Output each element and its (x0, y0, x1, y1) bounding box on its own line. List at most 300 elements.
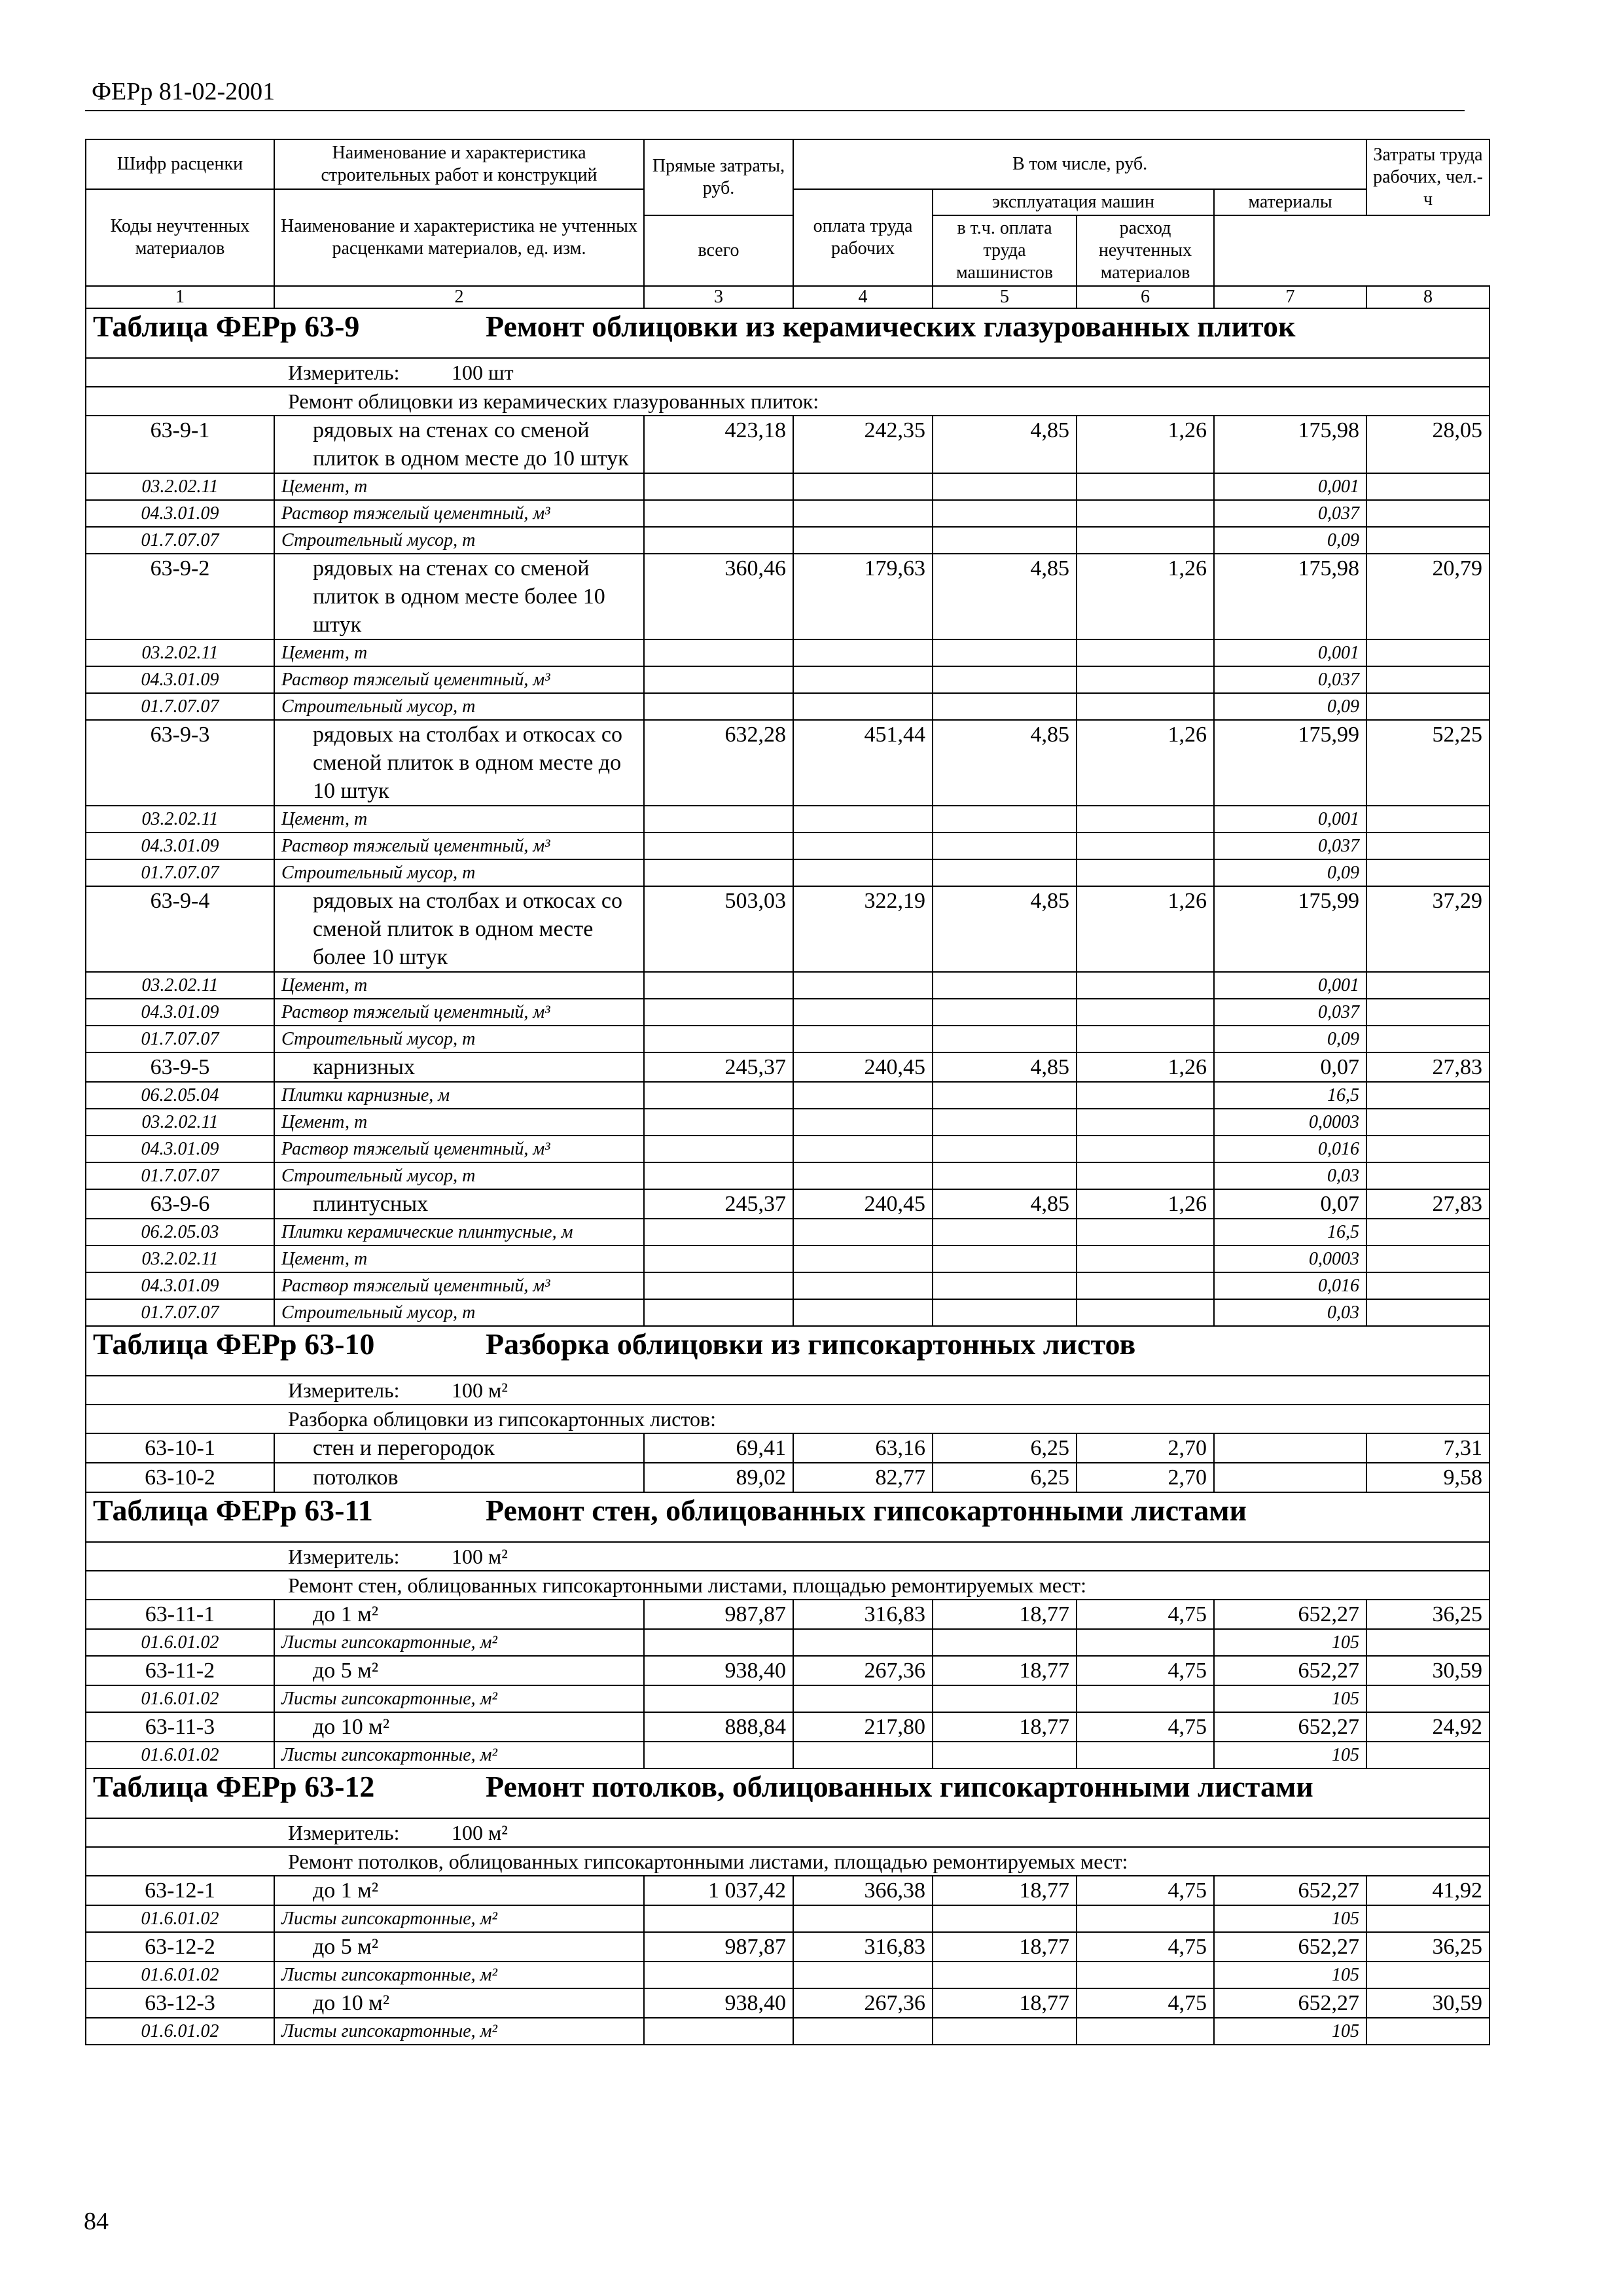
empty-cell (1366, 1082, 1489, 1109)
empty-cell (1077, 693, 1214, 720)
machines-total: 18,77 (933, 1656, 1077, 1685)
materials: 0,07 (1214, 1052, 1366, 1082)
machinists-wages: 1,26 (1077, 554, 1214, 639)
measure-row (86, 358, 1489, 387)
material-name: Раствор тяжелый цементный, м³ (274, 1272, 644, 1299)
empty-cell (933, 972, 1077, 999)
material-row (86, 859, 1489, 886)
table-title-row (86, 308, 1489, 358)
empty-cell (793, 1136, 933, 1162)
column-number: 3 (644, 286, 793, 308)
rates-body (86, 308, 1489, 2045)
empty-cell (933, 1082, 1077, 1109)
table-number: Таблица ФЕРр 63-9 (93, 310, 360, 343)
rate-row (86, 886, 1489, 972)
empty-cell (793, 1962, 933, 1988)
empty-cell (793, 1219, 933, 1246)
rate-code: 63-11-1 (86, 1600, 274, 1629)
empty-cell (933, 500, 1077, 527)
measure-value: 100 м² (452, 1378, 508, 1402)
column-number: 6 (1077, 286, 1214, 308)
material-code: 03.2.02.11 (86, 639, 274, 666)
empty-cell (933, 639, 1077, 666)
material-qty: 0,001 (1214, 806, 1366, 833)
empty-cell (1366, 1629, 1489, 1656)
empty-cell (793, 1742, 933, 1768)
empty-cell (793, 999, 933, 1026)
col-direct: Прямые затраты, руб. (644, 139, 793, 215)
rate-row (86, 1712, 1489, 1742)
machinists-wages: 4,75 (1077, 1988, 1214, 2018)
empty-cell (1077, 1109, 1214, 1136)
direct-costs: 987,87 (644, 1932, 793, 1962)
table-number: Таблица ФЕРр 63-11 (93, 1494, 373, 1527)
materials: 652,27 (1214, 1600, 1366, 1629)
measure-label: Измеритель: (288, 1545, 400, 1568)
material-name: Плитки керамические плинтусные, м (274, 1219, 644, 1246)
empty-cell (933, 693, 1077, 720)
empty-cell (644, 1272, 793, 1299)
measure-row (86, 1376, 1489, 1405)
material-code: 01.6.01.02 (86, 1742, 274, 1768)
material-code: 01.6.01.02 (86, 1629, 274, 1656)
measure-value: 100 м² (452, 1545, 508, 1568)
table-title-cell (86, 1768, 1489, 1818)
material-name: Строительный мусор, т (274, 527, 644, 554)
material-name: Раствор тяжелый цементный, м³ (274, 833, 644, 859)
material-qty: 0,001 (1214, 473, 1366, 500)
material-name: Раствор тяжелый цементный, м³ (274, 500, 644, 527)
materials: 652,27 (1214, 1656, 1366, 1685)
empty-cell (793, 833, 933, 859)
table-title-cell (86, 1326, 1489, 1376)
material-name: Строительный мусор, т (274, 693, 644, 720)
material-qty: 0,001 (1214, 639, 1366, 666)
labor-costs: 24,92 (1366, 1712, 1489, 1742)
material-name: Цемент, т (274, 639, 644, 666)
material-name: Листы гипсокартонные, м² (274, 1905, 644, 1932)
intro-row (86, 1405, 1489, 1433)
col-name-bottom: Наименование и характеристика не учтенных расценками материалов, ед. изм. (274, 189, 644, 286)
materials: 652,27 (1214, 1876, 1366, 1905)
intro-cell (86, 1571, 1489, 1600)
material-row (86, 500, 1489, 527)
material-qty: 0,001 (1214, 972, 1366, 999)
wages: 366,38 (793, 1876, 933, 1905)
wages: 242,35 (793, 416, 933, 473)
empty-cell (1077, 666, 1214, 693)
material-row (86, 2018, 1489, 2045)
materials: 175,98 (1214, 554, 1366, 639)
empty-cell (933, 833, 1077, 859)
material-qty: 105 (1214, 1685, 1366, 1712)
machines-total: 4,85 (933, 886, 1077, 972)
measure-row (86, 1542, 1489, 1571)
machinists-wages: 2,70 (1077, 1433, 1214, 1463)
rate-code: 63-9-2 (86, 554, 274, 639)
empty-cell (644, 972, 793, 999)
col-shifr: Шифр расценки (86, 139, 274, 189)
measure-cell (86, 1818, 1489, 1847)
intro-row (86, 1571, 1489, 1600)
materials: 652,27 (1214, 1712, 1366, 1742)
material-row (86, 1026, 1489, 1052)
material-row (86, 1219, 1489, 1246)
empty-cell (793, 693, 933, 720)
page-number: 84 (84, 2208, 109, 2235)
rate-code: 63-9-6 (86, 1189, 274, 1219)
material-name: Листы гипсокартонные, м² (274, 2018, 644, 2045)
wages: 63,16 (793, 1433, 933, 1463)
empty-cell (933, 806, 1077, 833)
table-title-row (86, 1768, 1489, 1818)
empty-cell (1366, 1109, 1489, 1136)
material-code: 03.2.02.11 (86, 972, 274, 999)
column-number: 5 (933, 286, 1077, 308)
table-number: Таблица ФЕРр 63-12 (93, 1770, 375, 1803)
labor-costs: 37,29 (1366, 886, 1489, 972)
rate-row (86, 1463, 1489, 1492)
column-number: 1 (86, 286, 274, 308)
materials (1214, 1433, 1366, 1463)
measure-value: 100 шт (452, 361, 514, 384)
machines-total: 18,77 (933, 1932, 1077, 1962)
rate-code: 63-11-3 (86, 1712, 274, 1742)
rate-row (86, 416, 1489, 473)
intro-text: Ремонт стен, облицованных гипсокартонными листами, площадью ремонтируемых мест: (288, 1573, 1086, 1597)
rate-name: до 10 м² (274, 1712, 644, 1742)
material-code: 03.2.02.11 (86, 806, 274, 833)
labor-costs: 27,83 (1366, 1189, 1489, 1219)
material-qty: 0,09 (1214, 527, 1366, 554)
rate-name: до 1 м² (274, 1600, 644, 1629)
empty-cell (1366, 666, 1489, 693)
col-name-top: Наименование и характеристика строительных работ и конструкций (274, 139, 644, 189)
empty-cell (793, 2018, 933, 2045)
empty-cell (644, 693, 793, 720)
material-qty: 0,037 (1214, 999, 1366, 1026)
material-code: 01.7.07.07 (86, 1162, 274, 1189)
empty-cell (644, 2018, 793, 2045)
measure-label: Измеритель: (288, 1821, 400, 1844)
empty-cell (793, 1109, 933, 1136)
empty-cell (1366, 693, 1489, 720)
wages: 322,19 (793, 886, 933, 972)
empty-cell (1077, 1685, 1214, 1712)
empty-cell (793, 500, 933, 527)
rate-name: стен и перегородок (274, 1433, 644, 1463)
measure-label: Измеритель: (288, 361, 400, 384)
rate-code: 63-10-1 (86, 1433, 274, 1463)
direct-costs: 245,37 (644, 1189, 793, 1219)
empty-cell (644, 806, 793, 833)
empty-cell (1366, 999, 1489, 1026)
direct-costs: 888,84 (644, 1712, 793, 1742)
material-qty: 105 (1214, 1629, 1366, 1656)
empty-cell (1077, 1962, 1214, 1988)
intro-text: Разборка облицовки из гипсокартонных листов: (288, 1407, 717, 1431)
machinists-wages: 4,75 (1077, 1932, 1214, 1962)
material-code: 01.6.01.02 (86, 1685, 274, 1712)
empty-cell (933, 1742, 1077, 1768)
machines-total: 4,85 (933, 416, 1077, 473)
rate-code: 63-12-2 (86, 1932, 274, 1962)
empty-cell (793, 1905, 933, 1932)
empty-cell (933, 666, 1077, 693)
col-materials: материалы (1214, 189, 1366, 215)
material-row (86, 1685, 1489, 1712)
rate-name: до 5 м² (274, 1932, 644, 1962)
material-name: Листы гипсокартонные, м² (274, 1742, 644, 1768)
machines-total: 4,85 (933, 720, 1077, 806)
measure-cell (86, 1542, 1489, 1571)
material-qty: 0,037 (1214, 833, 1366, 859)
column-number: 4 (793, 286, 933, 308)
machinists-wages: 1,26 (1077, 720, 1214, 806)
material-name: Строительный мусор, т (274, 1026, 644, 1052)
empty-cell (933, 473, 1077, 500)
material-row (86, 1962, 1489, 1988)
empty-cell (644, 1299, 793, 1326)
empty-cell (1366, 1162, 1489, 1189)
material-qty: 0,0003 (1214, 1109, 1366, 1136)
labor-costs: 9,58 (1366, 1463, 1489, 1492)
material-name: Цемент, т (274, 1109, 644, 1136)
labor-costs: 27,83 (1366, 1052, 1489, 1082)
material-code: 04.3.01.09 (86, 1136, 274, 1162)
empty-cell (933, 1219, 1077, 1246)
direct-costs: 69,41 (644, 1433, 793, 1463)
rate-code: 63-12-1 (86, 1876, 274, 1905)
wages: 179,63 (793, 554, 933, 639)
empty-cell (1366, 859, 1489, 886)
empty-cell (1077, 1629, 1214, 1656)
table-title: Разборка облицовки из гипсокартонных листов (486, 1327, 1136, 1361)
empty-cell (644, 1136, 793, 1162)
material-code: 01.6.01.02 (86, 1962, 274, 1988)
material-qty: 16,5 (1214, 1219, 1366, 1246)
material-row (86, 527, 1489, 554)
empty-cell (793, 1026, 933, 1052)
empty-cell (1077, 999, 1214, 1026)
empty-cell (793, 527, 933, 554)
machinists-wages: 1,26 (1077, 1189, 1214, 1219)
empty-cell (1077, 1219, 1214, 1246)
material-row (86, 1162, 1489, 1189)
material-row (86, 1629, 1489, 1656)
wages: 240,45 (793, 1052, 933, 1082)
material-code: 06.2.05.03 (86, 1219, 274, 1246)
column-number: 7 (1214, 286, 1366, 308)
empty-cell (1366, 806, 1489, 833)
empty-cell (1366, 972, 1489, 999)
empty-cell (1366, 1136, 1489, 1162)
empty-cell (644, 1246, 793, 1272)
rate-row (86, 1876, 1489, 1905)
empty-cell (644, 639, 793, 666)
material-code: 03.2.02.11 (86, 473, 274, 500)
material-code: 06.2.05.04 (86, 1082, 274, 1109)
labor-costs: 30,59 (1366, 1988, 1489, 2018)
empty-cell (1366, 1742, 1489, 1768)
empty-cell (793, 666, 933, 693)
material-name: Цемент, т (274, 473, 644, 500)
material-qty: 0,09 (1214, 859, 1366, 886)
rate-name: до 1 м² (274, 1876, 644, 1905)
empty-cell (1077, 500, 1214, 527)
material-row (86, 1109, 1489, 1136)
material-row (86, 1299, 1489, 1326)
material-row (86, 666, 1489, 693)
rate-name: рядовых на столбах и откосах со сменой плиток в одном месте более 10 штук (274, 886, 644, 972)
rate-code: 63-9-3 (86, 720, 274, 806)
material-name: Цемент, т (274, 1246, 644, 1272)
empty-cell (1077, 2018, 1214, 2045)
empty-cell (644, 1629, 793, 1656)
labor-costs: 20,79 (1366, 554, 1489, 639)
empty-cell (933, 1629, 1077, 1656)
wages: 267,36 (793, 1988, 933, 2018)
labor-costs: 41,92 (1366, 1876, 1489, 1905)
intro-text: Ремонт потолков, облицованных гипсокартонными листами, площадью ремонтируемых мест: (288, 1850, 1128, 1873)
material-qty: 105 (1214, 2018, 1366, 2045)
empty-cell (644, 1026, 793, 1052)
material-code: 01.7.07.07 (86, 693, 274, 720)
empty-cell (644, 527, 793, 554)
empty-cell (793, 473, 933, 500)
table-title-cell (86, 1492, 1489, 1542)
material-row (86, 1246, 1489, 1272)
labor-costs: 36,25 (1366, 1932, 1489, 1962)
machines-total: 4,85 (933, 1189, 1077, 1219)
material-name: Листы гипсокартонные, м² (274, 1629, 644, 1656)
empty-cell (1366, 2018, 1489, 2045)
empty-cell (793, 972, 933, 999)
empty-cell (793, 1629, 933, 1656)
material-code: 04.3.01.09 (86, 999, 274, 1026)
wages: 217,80 (793, 1712, 933, 1742)
labor-costs: 52,25 (1366, 720, 1489, 806)
document-code: ФЕРр 81-02-2001 (92, 78, 276, 105)
col-codes: Коды неучтенных материалов (86, 189, 274, 286)
empty-cell (933, 1026, 1077, 1052)
labor-costs: 30,59 (1366, 1656, 1489, 1685)
rate-name: рядовых на стенах со сменой плиток в одном месте до 10 штук (274, 416, 644, 473)
table-title-cell (86, 308, 1489, 358)
machinists-wages: 1,26 (1077, 416, 1214, 473)
empty-cell (1077, 1026, 1214, 1052)
direct-costs: 245,37 (644, 1052, 793, 1082)
material-qty: 0,0003 (1214, 1246, 1366, 1272)
labor-costs: 7,31 (1366, 1433, 1489, 1463)
empty-cell (1366, 1299, 1489, 1326)
rate-row (86, 1052, 1489, 1082)
rate-row (86, 1932, 1489, 1962)
empty-cell (793, 639, 933, 666)
material-code: 04.3.01.09 (86, 666, 274, 693)
empty-cell (1366, 639, 1489, 666)
rate-row (86, 554, 1489, 639)
empty-cell (1077, 639, 1214, 666)
measure-row (86, 1818, 1489, 1847)
materials: 175,98 (1214, 416, 1366, 473)
machines-total: 18,77 (933, 1988, 1077, 2018)
wages: 267,36 (793, 1656, 933, 1685)
wages: 82,77 (793, 1463, 933, 1492)
table-title-row (86, 1326, 1489, 1376)
empty-cell (1077, 1299, 1214, 1326)
machinists-wages: 4,75 (1077, 1876, 1214, 1905)
rate-row (86, 1656, 1489, 1685)
material-qty: 0,037 (1214, 666, 1366, 693)
table-number: Таблица ФЕРр 63-10 (93, 1327, 375, 1361)
material-code: 01.7.07.07 (86, 859, 274, 886)
material-code: 04.3.01.09 (86, 833, 274, 859)
rate-code: 63-9-1 (86, 416, 274, 473)
materials: 652,27 (1214, 1932, 1366, 1962)
materials: 175,99 (1214, 886, 1366, 972)
material-code: 01.7.07.07 (86, 527, 274, 554)
table-title: Ремонт стен, облицованных гипсокартонными листами (486, 1494, 1247, 1527)
empty-cell (933, 1136, 1077, 1162)
material-row (86, 1272, 1489, 1299)
machines-total: 4,85 (933, 554, 1077, 639)
empty-cell (933, 1962, 1077, 1988)
empty-cell (1077, 806, 1214, 833)
empty-cell (1077, 1272, 1214, 1299)
material-row (86, 972, 1489, 999)
machinists-wages: 4,75 (1077, 1600, 1214, 1629)
empty-cell (933, 999, 1077, 1026)
empty-cell (933, 527, 1077, 554)
materials: 175,99 (1214, 720, 1366, 806)
empty-cell (1366, 473, 1489, 500)
empty-cell (644, 999, 793, 1026)
intro-row (86, 387, 1489, 416)
material-code: 03.2.02.11 (86, 1246, 274, 1272)
rate-code: 63-12-3 (86, 1988, 274, 2018)
material-row (86, 1136, 1489, 1162)
empty-cell (1077, 972, 1214, 999)
empty-cell (1077, 833, 1214, 859)
empty-cell (793, 1082, 933, 1109)
material-row (86, 473, 1489, 500)
empty-cell (793, 806, 933, 833)
empty-cell (793, 1272, 933, 1299)
material-qty: 0,09 (1214, 1026, 1366, 1052)
empty-cell (644, 1685, 793, 1712)
material-code: 01.6.01.02 (86, 2018, 274, 2045)
rate-code: 63-9-4 (86, 886, 274, 972)
material-row (86, 1742, 1489, 1768)
empty-cell (793, 859, 933, 886)
material-qty: 0,016 (1214, 1136, 1366, 1162)
empty-cell (933, 1685, 1077, 1712)
empty-cell (644, 473, 793, 500)
machines-total: 18,77 (933, 1600, 1077, 1629)
intro-row (86, 1847, 1489, 1876)
direct-costs: 1 037,42 (644, 1876, 793, 1905)
material-qty: 105 (1214, 1905, 1366, 1932)
empty-cell (1077, 859, 1214, 886)
material-qty: 0,03 (1214, 1299, 1366, 1326)
empty-cell (1366, 833, 1489, 859)
empty-cell (1366, 500, 1489, 527)
material-qty: 0,016 (1214, 1272, 1366, 1299)
material-name: Строительный мусор, т (274, 1162, 644, 1189)
materials: 0,07 (1214, 1189, 1366, 1219)
empty-cell (1077, 1162, 1214, 1189)
